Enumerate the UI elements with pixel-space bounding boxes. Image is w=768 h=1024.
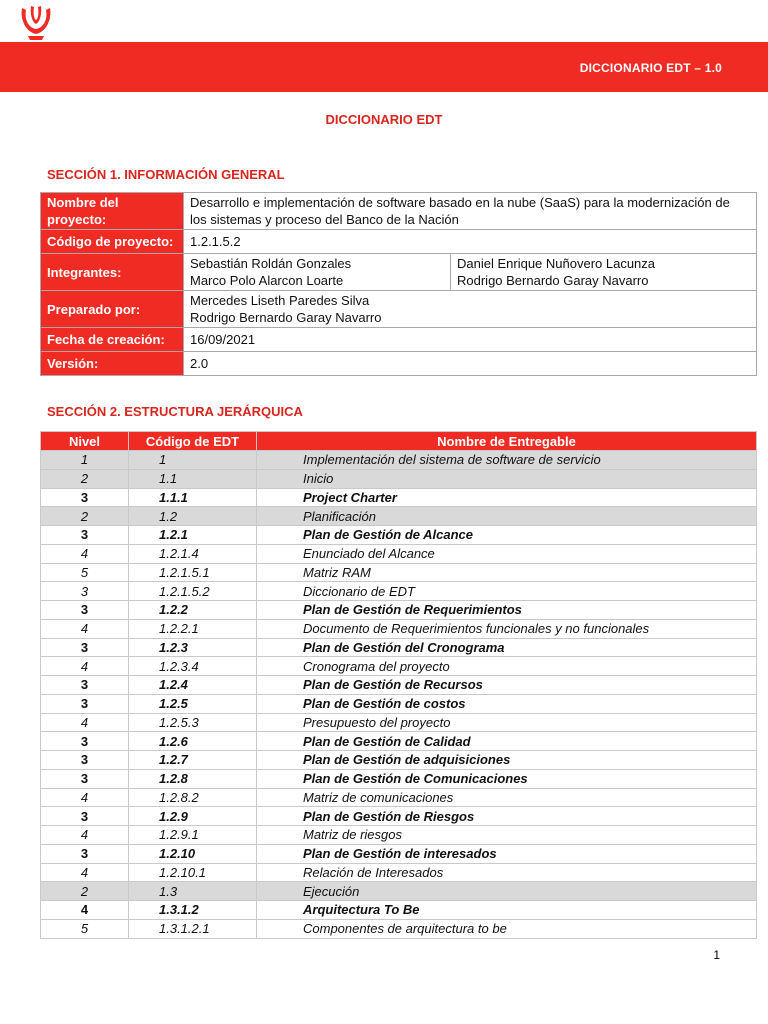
row-name: Plan de Gestión de adquisiciones	[257, 751, 757, 770]
row-level: 1	[41, 451, 129, 470]
table-row	[41, 526, 757, 545]
section1-title: SECCIÓN 1. INFORMACIÓN GENERAL	[47, 167, 285, 182]
row-level: 2	[41, 882, 129, 901]
row-level: 4	[41, 657, 129, 676]
project-code-label: Código de proyecto:	[41, 230, 184, 254]
row-name: Enunciado del Alcance	[257, 544, 757, 563]
table-row	[41, 676, 757, 695]
members-row	[41, 254, 757, 291]
wbs-header-row	[41, 432, 757, 451]
row-code: 1.2.7	[129, 751, 257, 770]
row-name: Componentes de arquitectura to be	[257, 919, 757, 938]
row-name: Matriz de comunicaciones	[257, 788, 757, 807]
row-code: 1.2.8.2	[129, 788, 257, 807]
project-name-row	[41, 193, 757, 230]
row-name: Plan de Gestión de costos	[257, 694, 757, 713]
table-row	[41, 863, 757, 882]
version-row	[41, 352, 757, 376]
table-row	[41, 601, 757, 620]
row-level: 4	[41, 544, 129, 563]
row-code: 1.2.10.1	[129, 863, 257, 882]
row-level: 3	[41, 751, 129, 770]
row-name: Arquitectura To Be	[257, 901, 757, 920]
row-level: 4	[41, 901, 129, 920]
row-code: 1.2.9.1	[129, 826, 257, 845]
member-name: Marco Polo Alarcon Loarte	[190, 273, 344, 288]
row-code: 1.2.3.4	[129, 657, 257, 676]
row-level: 4	[41, 863, 129, 882]
member-name: Daniel Enrique Nuñovero Lacunza	[457, 256, 656, 271]
row-name: Plan de Gestión de Requerimientos	[257, 601, 757, 620]
table-row	[41, 751, 757, 770]
row-level: 5	[41, 919, 129, 938]
row-name: Documento de Requerimientos funcionales y no funcionales	[257, 619, 757, 638]
row-code: 1	[129, 451, 257, 470]
row-name: Plan de Gestión de Riesgos	[257, 807, 757, 826]
page-number: 1	[713, 948, 720, 962]
row-code: 1.1.1	[129, 488, 257, 507]
row-code: 1.2.1.5.1	[129, 563, 257, 582]
preparer-name: Rodrigo Bernardo Garay Navarro	[190, 310, 382, 325]
table-row	[41, 507, 757, 526]
row-code: 1.2.10	[129, 844, 257, 863]
table-row	[41, 451, 757, 470]
row-name: Diccionario de EDT	[257, 582, 757, 601]
table-row	[41, 563, 757, 582]
row-code: 1.3.1.2.1	[129, 919, 257, 938]
row-name: Matriz RAM	[257, 563, 757, 582]
row-level: 2	[41, 507, 129, 526]
row-name: Plan de Gestión de Comunicaciones	[257, 769, 757, 788]
row-level: 5	[41, 563, 129, 582]
document-title: DICCIONARIO EDT	[325, 112, 443, 127]
row-code: 1.1	[129, 469, 257, 488]
row-level: 3	[41, 582, 129, 601]
members-label: Integrantes:	[41, 254, 184, 291]
table-row	[41, 807, 757, 826]
table-row	[41, 844, 757, 863]
project-code-row	[41, 230, 757, 254]
table-row	[41, 657, 757, 676]
row-level: 4	[41, 788, 129, 807]
members-cell-right	[451, 254, 757, 291]
table-row	[41, 919, 757, 938]
table-row	[41, 544, 757, 563]
row-name: Cronograma del proyecto	[257, 657, 757, 676]
creation-date-label: Fecha de creación:	[41, 328, 184, 352]
col-header-code: Código de EDT	[129, 432, 257, 451]
row-level: 3	[41, 638, 129, 657]
project-name-value: Desarrollo e implementación de software basado en la nube (SaaS) para la modernización de los sistemas y proceso del Banco de la Nación	[184, 193, 757, 230]
table-row	[41, 582, 757, 601]
header-band	[0, 42, 768, 92]
row-level: 4	[41, 619, 129, 638]
table-row	[41, 788, 757, 807]
row-name: Implementación del sistema de software de servicio	[257, 451, 757, 470]
row-code: 1.2.1.4	[129, 544, 257, 563]
version-label: Versión:	[41, 352, 184, 376]
row-level: 3	[41, 769, 129, 788]
table-row	[41, 619, 757, 638]
row-name: Project Charter	[257, 488, 757, 507]
row-code: 1.2.3	[129, 638, 257, 657]
prepared-by-value	[184, 291, 757, 328]
preparer-name: Mercedes Liseth Paredes Silva	[190, 293, 370, 308]
date-row	[41, 328, 757, 352]
member-name: Sebastián Roldán Gonzales	[190, 256, 352, 271]
row-level: 3	[41, 488, 129, 507]
row-level: 3	[41, 676, 129, 695]
creation-date-value: 16/09/2021	[184, 328, 757, 352]
row-name: Planificación	[257, 507, 757, 526]
row-level: 2	[41, 469, 129, 488]
row-name: Plan de Gestión de interesados	[257, 844, 757, 863]
row-name: Plan de Gestión de Recursos	[257, 676, 757, 695]
table-row	[41, 694, 757, 713]
row-name: Presupuesto del proyecto	[257, 713, 757, 732]
version-value: 2.0	[184, 352, 757, 376]
row-code: 1.2.2	[129, 601, 257, 620]
row-code: 1.2.6	[129, 732, 257, 751]
row-code: 1.2	[129, 507, 257, 526]
row-code: 1.2.1	[129, 526, 257, 545]
member-name: Rodrigo Bernardo Garay Navarro	[457, 273, 649, 288]
row-level: 3	[41, 844, 129, 863]
row-code: 1.3	[129, 882, 257, 901]
table-row	[41, 901, 757, 920]
row-name: Plan de Gestión de Calidad	[257, 732, 757, 751]
row-level: 3	[41, 732, 129, 751]
header-title: DICCIONARIO EDT – 1.0	[579, 61, 722, 75]
table-row	[41, 882, 757, 901]
col-header-level: Nivel	[41, 432, 129, 451]
table-row	[41, 488, 757, 507]
project-name-label: Nombre del proyecto:	[41, 193, 184, 230]
row-code: 1.2.5.3	[129, 713, 257, 732]
table-row	[41, 713, 757, 732]
row-name: Plan de Gestión del Cronograma	[257, 638, 757, 657]
row-code: 1.3.1.2	[129, 901, 257, 920]
row-code: 1.2.4	[129, 676, 257, 695]
members-cell-left	[184, 254, 451, 291]
table-row	[41, 469, 757, 488]
row-level: 3	[41, 807, 129, 826]
row-code: 1.2.2.1	[129, 619, 257, 638]
row-code: 1.2.1.5.2	[129, 582, 257, 601]
project-code-value: 1.2.1.5.2	[184, 230, 757, 254]
upc-logo-icon	[14, 2, 58, 42]
table-row	[41, 732, 757, 751]
row-code: 1.2.5	[129, 694, 257, 713]
row-level: 4	[41, 713, 129, 732]
section2-title: SECCIÓN 2. ESTRUCTURA JERÁRQUICA	[47, 404, 303, 419]
row-code: 1.2.8	[129, 769, 257, 788]
row-name: Ejecución	[257, 882, 757, 901]
general-info-table	[40, 192, 757, 376]
col-header-name: Nombre de Entregable	[257, 432, 757, 451]
row-name: Matriz de riesgos	[257, 826, 757, 845]
row-name: Inicio	[257, 469, 757, 488]
prepared-by-label: Preparado por:	[41, 291, 184, 328]
row-name: Relación de Interesados	[257, 863, 757, 882]
row-level: 3	[41, 526, 129, 545]
wbs-table	[40, 431, 757, 939]
row-level: 4	[41, 826, 129, 845]
row-code: 1.2.9	[129, 807, 257, 826]
table-row	[41, 769, 757, 788]
table-row	[41, 638, 757, 657]
prepared-by-row	[41, 291, 757, 328]
row-name: Plan de Gestión de Alcance	[257, 526, 757, 545]
row-level: 3	[41, 694, 129, 713]
table-row	[41, 826, 757, 845]
row-level: 3	[41, 601, 129, 620]
